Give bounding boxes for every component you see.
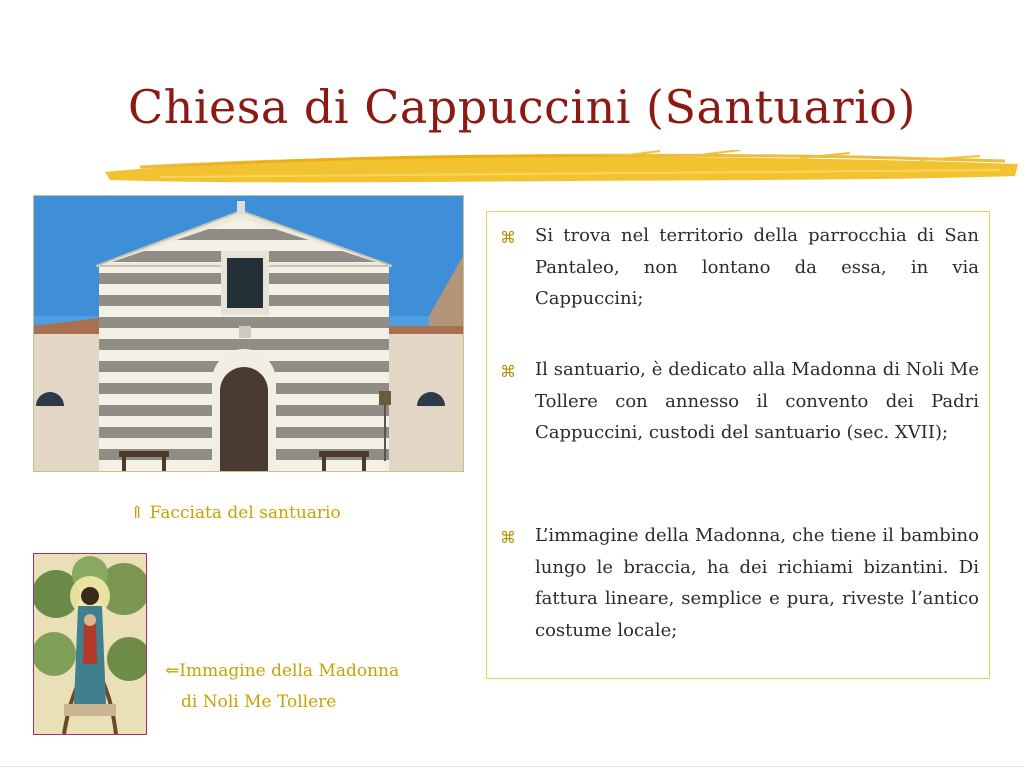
madonna-caption-line1: ⇐Immagine della Madonna (165, 661, 400, 681)
facade-caption-text: Facciata del santuario (149, 503, 341, 523)
facade-caption (130, 503, 341, 523)
slide-title: Chiesa di Cappuccini (Santuario) (128, 80, 916, 134)
info-text-box (486, 211, 990, 679)
bullet-paragraph-dedication: Il santuario, è dedicato alla Madonna di Noli Me Tollere con annesso il convento dei Padri Cappuccini, custodi del santuario (sec. XVII); (535, 359, 979, 443)
church-facade-image (33, 195, 464, 472)
bullet-paragraph-image: L’immagine della Madonna, che tiene il bambino lungo le braccia, ha dei richiami bizantini. Di fattura lineare, semplice e pura, riveste l’antico costume locale; (535, 525, 979, 641)
command-bullet-icon: ⌘ (500, 228, 516, 247)
madonna-caption-line2: di Noli Me Tollere (181, 692, 337, 712)
command-bullet-icon: ⌘ (500, 528, 516, 547)
left-arrow-icon: ⇐ (165, 661, 180, 681)
up-arrow-icon: ⇑ (130, 503, 145, 523)
bullet-paragraph-location: Si trova nel territorio della parrocchia di San Pantaleo, non lontano da essa, in via Cappuccini; (535, 225, 979, 309)
yellow-brush-underline (100, 150, 1024, 190)
madonna-caption (165, 656, 399, 718)
madonna-image (33, 553, 147, 735)
command-bullet-icon: ⌘ (500, 362, 516, 381)
bottom-divider (0, 766, 1024, 767)
